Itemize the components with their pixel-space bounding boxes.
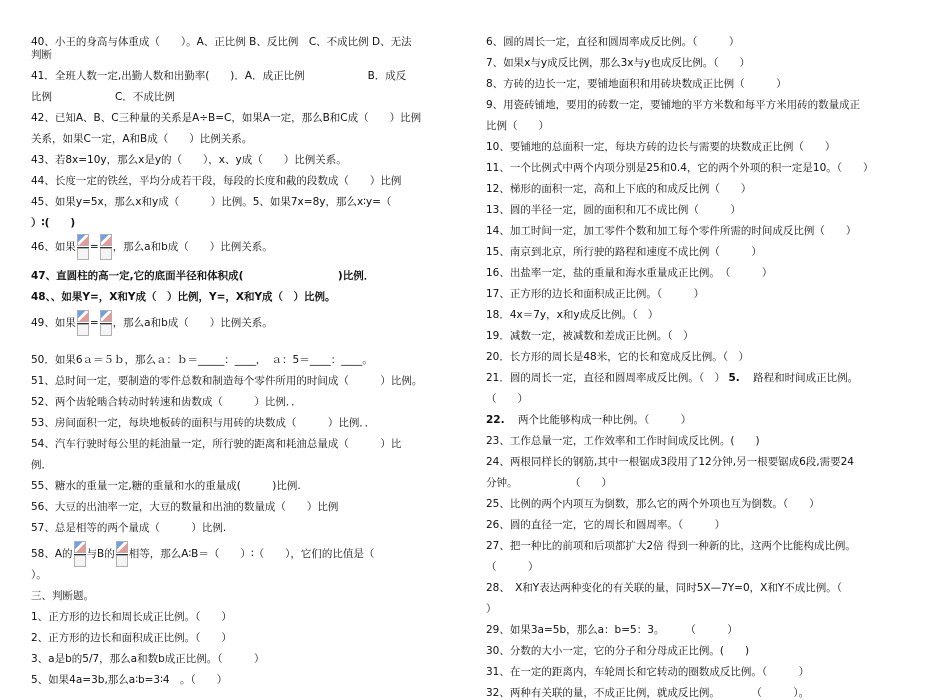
question-58-line1 <box>31 539 471 569</box>
fraction-image <box>116 541 128 567</box>
judgement-21-text: 21．圆的周长一定，直径和圆周率成反比例。（ ） <box>486 372 726 384</box>
fraction-image <box>74 541 86 567</box>
question-58-part-c: 相等，那么A∶B＝（ ）∶（ ），它们的比值是（ <box>128 548 375 560</box>
question-46-prefix: 46、如果 <box>31 241 76 253</box>
judgement-7: 7、如果x与y成反比例，那么3x与y也成反比例。（ ） <box>486 57 750 69</box>
question-51: 51、总时间一定，要制造的零件总数和制造每个零件所用的时间成（ ）比例。 <box>31 375 423 387</box>
judgement-28-line1: 28、 X和Y表达两种变化的有关联的量，同时5X—7Y=0，X和Y不成比例。（ <box>486 582 843 594</box>
judgement-15: 15、南京到北京，所行驶的路程和速度不成比例（ ） <box>486 246 762 258</box>
judgement-24-line1: 24、两根同样长的钢筋,其中一根锯成3段用了12分钟,另一根要锯成6段,需要24 <box>486 456 854 468</box>
question-42-line2: 关系，如果C一定，A和B成（ ）比例关系。 <box>31 133 253 145</box>
judgement-29: 29、如果3a=5b，那么a：b=5：3。 （ ） <box>486 624 738 636</box>
question-43: 43、若8x=10y，那么x是y的（ ），x、y成（ ）比例关系。 <box>31 154 347 166</box>
question-48: 48、、如果Y=，X和Y成（ ）比例，Y=，X和Y成（ ）比例。 <box>31 291 336 303</box>
judgement-32: 32、两种有关联的量，不成正比例，就成反比例。 （ ）。 <box>486 687 810 699</box>
judgement-13: 13、圆的半径一定，圆的面积和兀不成比例（ ） <box>486 204 741 216</box>
judgement-22-number: 22. <box>486 414 505 426</box>
judgement-30: 30、分数的大小一定，它的分子和分母成正比例。( ) <box>486 645 750 657</box>
question-49-prefix: 49、如果 <box>31 317 76 329</box>
question-45-line1: 45、如果y=5x，那么x和y成（ ）比例。5、如果7x=8y，那么x∶y=（ <box>31 196 392 208</box>
equals-sign: = <box>89 241 99 253</box>
judgement-5-text: 路程和时间成正比例。 <box>753 372 859 384</box>
question-42-line1: 42、已知A、B、C三种量的关系是A÷B=C，如果A一定，那么B和C成（ ）比例 <box>31 112 422 124</box>
judgement-18: 18．4x＝7y，x和y成反比例。（ ） <box>486 309 659 321</box>
question-57: 57、总是相等的两个量成（ ）比例. <box>31 522 227 534</box>
question-58-line2: ）。 <box>31 569 47 581</box>
judgement-28-line2: ） <box>486 603 497 615</box>
judgement-6: 6、圆的周长一定，直径和圆周率成反比例。（ ） <box>486 36 740 48</box>
judgement-3: 3、a是b的5/7，那么a和数b成正比例。（ ） <box>31 653 265 665</box>
judgement-23: 23、工作总量一定，工作效率和工作时间成反比例。( ) <box>486 435 760 447</box>
fraction-image <box>100 234 112 260</box>
judgement-11: 11、一个比例式中两个内项分别是25和0.4，它的两个外项的积一定是10。（ ） <box>486 162 874 174</box>
equals-sign: = <box>89 317 99 329</box>
question-44: 44、长度一定的铁丝，平均分成若干段，每段的长度和截的段数成（ ）比例 <box>31 175 402 187</box>
judgement-9-line1: 9、用瓷砖铺地，要用的砖数一定，要铺地的平方米数和每平方米用砖的数量成正 <box>486 99 861 111</box>
fraction-image <box>77 310 89 336</box>
judgement-31: 31、在一定的距离内，车轮周长和它转动的圈数成反比例。（ ） <box>486 666 810 678</box>
judgement-5: 5、如果4a=3b,那么a∶b=3∶4 。（ ） <box>31 674 228 686</box>
judgement-20: 20．长方形的周长是48米，它的长和宽成反比例。（ ） <box>486 351 749 363</box>
judgement-8: 8、方砖的边长一定，要铺地面积和用砖块数成正比例（ ） <box>486 78 787 90</box>
question-45-line2: ）∶( ) <box>31 217 76 229</box>
question-46-suffix: ，那么a和b成（ ）比例关系。 <box>112 241 273 253</box>
judgement-10: 10、要铺地的总面积一定，每块方砖的边长与需要的块数成正比例（ ） <box>486 141 836 153</box>
judgement-2: 2、正方形的边长和面积成正比例。（ ） <box>31 632 232 644</box>
question-41-line1: 41．全班人数一定,出勤人数和出勤率( )．A．成正比例 B．成反 <box>31 70 407 82</box>
judgement-25: 25、比例的两个内项互为倒数，那么它的两个外项也互为倒数。（ ） <box>486 498 820 510</box>
judgement-12: 12、梯形的面积一定，高和上下底的和成反比例（ ） <box>486 183 752 195</box>
question-40-line1: 40、小王的身高与体重成（ ）。A、正比例 B、反比例 C、不成比例 D、无法 <box>31 36 412 48</box>
question-47: 47、直圆柱的高一定,它的底面半径和体积成( )比例． <box>31 270 375 282</box>
judgement-19: 19．减数一定，被减数和差成正比例。（ ） <box>486 330 694 342</box>
judgement-24-line2: 分钟。 （ ） <box>486 477 612 489</box>
judgement-22 <box>486 414 926 427</box>
question-46 <box>31 232 471 262</box>
judgement-26: 26、圆的直径一定，它的周长和圆周率。（ ） <box>486 519 726 531</box>
question-54-line1: 54、汽车行驶时每公里的耗油量一定，所行驶的距离和耗油总量成（ ）比 <box>31 438 402 450</box>
question-54-line2: 例． <box>31 459 52 471</box>
judgement-17: 17、正方形的边长和面积成正比例。（ ） <box>486 288 705 300</box>
left-column <box>31 36 471 687</box>
judgement-21-line2: （ ） <box>486 393 528 405</box>
section-heading-judgement: 三、判断题。 <box>31 590 94 602</box>
judgement-9-line2: 比例（ ） <box>486 120 549 132</box>
fraction-image <box>100 310 112 336</box>
judgement-22-text: 两个比能够构成一种比例。（ ） <box>517 414 692 426</box>
question-49-suffix: ，那么a和b成（ ）比例关系。 <box>112 317 273 329</box>
question-50: 50．如果6ａ＝５ｂ，那么ａ：ｂ＝_____：____， ａ：5＝____：____。 <box>31 354 373 366</box>
question-40-line2: 判断 <box>31 49 52 61</box>
fraction-image <box>77 234 89 260</box>
question-52: 52、两个齿轮啮合转动时转速和齿数成（ ）比例．． <box>31 396 302 408</box>
question-41-line2: 比例 C．不成比例 <box>31 91 175 103</box>
question-53: 53、房间面积一定，每块地板砖的面积与用砖的块数成（ ）比例．． <box>31 417 376 429</box>
question-58-part-b: 与B的 <box>86 548 115 560</box>
judgement-21-line1 <box>486 372 926 385</box>
judgement-16: 16、出盐率一定，盐的重量和海水重量成正比例。 （ ） <box>486 267 773 279</box>
question-49 <box>31 308 471 338</box>
question-55: 55、糖水的重量一定,糖的重量和水的重量成( )比例. <box>31 480 301 492</box>
question-56: 56、大豆的出油率一定，大豆的数量和出油的数量成（ ）比例 <box>31 501 339 513</box>
judgement-14: 14、加工时间一定，加工零件个数和加工每个零件所需的时间成反比例（ ） <box>486 225 857 237</box>
judgement-1: 1、正方形的边长和周长成正比例。（ ） <box>31 611 232 623</box>
judgement-27-line1: 27、把一种比的前项和后项都扩大2倍 得到一种新的比，这两个比能构成比例。 <box>486 540 856 552</box>
judgement-27-line2: （ ） <box>486 561 539 573</box>
question-58-part-a: 58、A的 <box>31 548 73 560</box>
judgement-5-number: 5. <box>728 372 740 384</box>
right-column <box>486 36 926 700</box>
